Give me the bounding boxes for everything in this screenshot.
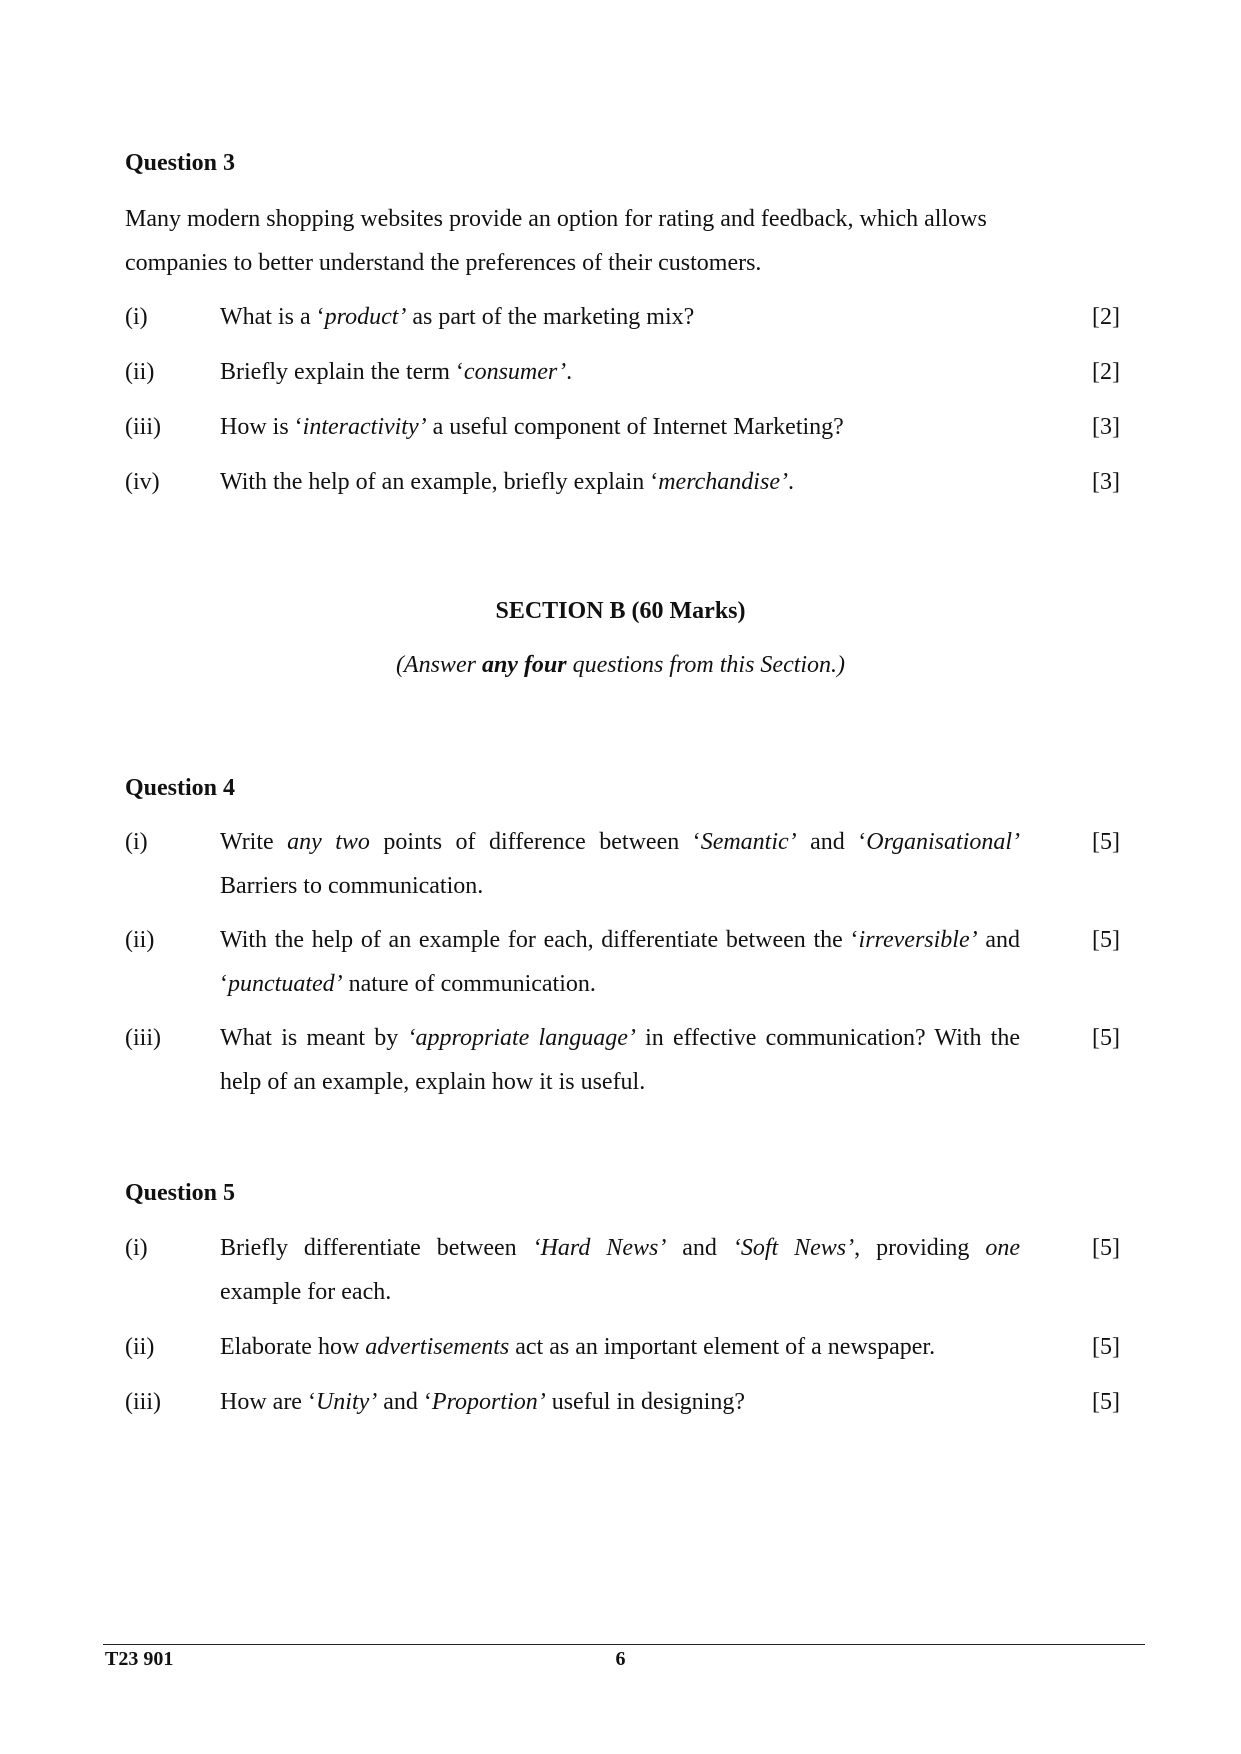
- part-marks: [5]: [1092, 1235, 1120, 1261]
- part-number: (iii): [125, 1389, 161, 1415]
- paper-code: T23 901: [105, 1648, 174, 1670]
- part-number: (ii): [125, 359, 155, 385]
- part-marks: [3]: [1092, 469, 1120, 495]
- part-number: (iii): [125, 414, 161, 440]
- part-number: (i): [125, 1235, 148, 1261]
- part-marks: [3]: [1092, 414, 1120, 440]
- question-4-title: Question 4: [125, 775, 236, 801]
- section-b-note: (Answer any four questions from this Section.): [395, 652, 846, 678]
- part-marks: [5]: [1092, 927, 1120, 953]
- part-text: Write any two points of difference between ‘Semantic’ and ‘Organisational’ Barriers to communication.: [220, 829, 1021, 899]
- part-text: What is a ‘product’ as part of the marketing mix?: [220, 304, 695, 330]
- intro-line-1: Many modern shopping websites provide an option for rating and feedback, which allows: [125, 206, 987, 232]
- section-b-title: SECTION B (60 Marks): [495, 598, 746, 624]
- part-marks: [5]: [1092, 829, 1120, 855]
- part-marks: [5]: [1092, 1389, 1120, 1415]
- part-marks: [2]: [1092, 304, 1120, 330]
- footer-divider: [103, 1644, 1145, 1645]
- part-number: (ii): [125, 1334, 155, 1360]
- question-3-title: Question 3: [125, 150, 236, 176]
- part-text: Elaborate how advertisements act as an important element of a newspaper.: [220, 1334, 936, 1360]
- page-number: 6: [615, 1648, 626, 1670]
- part-text: With the help of an example, briefly explain ‘merchandise’.: [220, 469, 794, 495]
- part-text: With the help of an example for each, differentiate between the ‘irreversible’ and ‘punctuated’ nature of communication.: [220, 927, 1020, 997]
- part-text: Briefly explain the term ‘consumer’.: [220, 359, 573, 385]
- part-text: Briefly differentiate between ‘Hard News’ and ‘Soft News’, providing one example for each.: [220, 1235, 1021, 1305]
- part-number: (i): [125, 829, 148, 855]
- part-marks: [2]: [1092, 359, 1120, 385]
- question-5-title: Question 5: [125, 1180, 236, 1206]
- part-number: (iii): [125, 1025, 161, 1051]
- part-marks: [5]: [1092, 1025, 1120, 1051]
- part-number: (ii): [125, 927, 155, 953]
- part-marks: [5]: [1092, 1334, 1120, 1360]
- part-text: How are ‘Unity’ and ‘Proportion’ useful in designing?: [220, 1389, 746, 1415]
- question-3-intro: [125, 197, 1025, 285]
- part-number: (i): [125, 304, 148, 330]
- part-text: What is meant by ‘appropriate language’ in effective communication? With the help of an example, explain how it is useful.: [220, 1025, 1020, 1095]
- part-text: How is ‘interactivity’ a useful component of Internet Marketing?: [220, 414, 844, 440]
- intro-line-2: companies to better understand the preferences of their customers.: [125, 250, 762, 276]
- part-number: (iv): [125, 469, 160, 495]
